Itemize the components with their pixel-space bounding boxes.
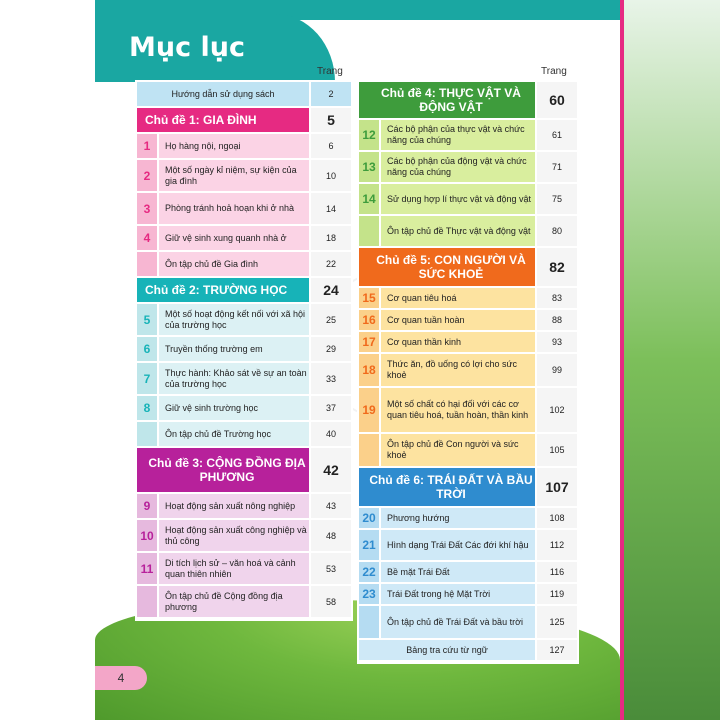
page-reference: 14 <box>311 193 351 224</box>
page-reference: 93 <box>537 332 577 352</box>
review-row[interactable] <box>359 434 577 468</box>
page-reference: 58 <box>311 586 351 617</box>
lesson-number <box>137 252 159 276</box>
topic-heading-row[interactable] <box>137 108 351 134</box>
lesson-number: 7 <box>137 363 159 394</box>
lesson-title: Ôn tập chủ đề Cộng đồng địa phương <box>159 586 311 617</box>
page-reference: 43 <box>311 494 351 518</box>
lesson-number: 14 <box>359 184 381 214</box>
lesson-row[interactable] <box>359 310 577 332</box>
intro-title: Hướng dẫn sử dụng sách <box>137 82 311 106</box>
lesson-title: Trái Đất trong hệ Mặt Trời <box>381 584 537 604</box>
page-reference: 25 <box>311 304 351 335</box>
page-reference: 53 <box>311 553 351 584</box>
page-reference: 125 <box>537 606 577 638</box>
lesson-title: Ôn tập chủ đề Con người và sức khoẻ <box>381 434 537 466</box>
lesson-number: 8 <box>137 396 159 420</box>
lesson-number <box>359 606 381 638</box>
lesson-row[interactable] <box>359 332 577 354</box>
lesson-title: Họ hàng nội, ngoại <box>159 134 311 158</box>
lesson-row[interactable] <box>359 120 577 152</box>
topic-heading: Chủ đề 2: TRƯỜNG HỌC <box>137 278 311 302</box>
lesson-number: 23 <box>359 584 381 604</box>
lesson-title: Giữ vệ sinh trường học <box>159 396 311 420</box>
lesson-row[interactable] <box>137 193 351 226</box>
page-reference: 127 <box>537 640 577 660</box>
lesson-row[interactable] <box>137 494 351 520</box>
page-reference: 40 <box>311 422 351 446</box>
review-row[interactable] <box>359 606 577 640</box>
lesson-number: 18 <box>359 354 381 386</box>
lesson-title: Ôn tập chủ đề Thực vật và động vật <box>381 216 537 246</box>
right-page-column-header: Trang <box>541 66 567 77</box>
page-reference: 75 <box>537 184 577 214</box>
page-reference: 108 <box>537 508 577 528</box>
page-reference: 24 <box>311 278 351 302</box>
page-reference: 42 <box>311 448 351 492</box>
lesson-title: Di tích lịch sử – văn hoá và cảnh quan thiên nhiên <box>159 553 311 584</box>
page-reference: 82 <box>537 248 577 286</box>
lesson-title: Phòng tránh hoả hoạn khi ở nhà <box>159 193 311 224</box>
lesson-number <box>359 216 381 246</box>
book-page <box>95 0 620 720</box>
page-reference: 37 <box>311 396 351 420</box>
lesson-title: Ôn tập chủ đề Trái Đất và bầu trời <box>381 606 537 638</box>
lesson-title: Một số chất có hại đối với các cơ quan tiêu hoá, tuần hoàn, thần kinh <box>381 388 537 432</box>
topic-heading: Chủ đề 1: GIA ĐÌNH <box>137 108 311 132</box>
page-reference: 80 <box>537 216 577 246</box>
topic-heading-row[interactable] <box>359 468 577 508</box>
page-reference: 71 <box>537 152 577 182</box>
lesson-number: 15 <box>359 288 381 308</box>
page-reference: 116 <box>537 562 577 582</box>
review-row[interactable] <box>137 252 351 278</box>
lesson-number: 4 <box>137 226 159 250</box>
page-reference: 6 <box>311 134 351 158</box>
topic-heading-row[interactable] <box>359 248 577 288</box>
lesson-title: Các bộ phận của động vật và chức năng của chúng <box>381 152 537 182</box>
lesson-title: Hoạt động sản xuất công nghiệp và thủ công <box>159 520 311 551</box>
lesson-title: Hình dạng Trái Đất Các đới khí hậu <box>381 530 537 560</box>
lesson-row[interactable] <box>359 354 577 388</box>
lesson-row[interactable] <box>359 562 577 584</box>
page-reference: 112 <box>537 530 577 560</box>
lesson-number <box>137 422 159 446</box>
lesson-number <box>359 434 381 466</box>
topic-heading: Chủ đề 5: CON NGƯỜI VÀ SỨC KHOẺ <box>359 248 537 286</box>
lesson-row[interactable] <box>137 553 351 586</box>
page-reference: 60 <box>537 82 577 118</box>
lesson-row[interactable] <box>137 396 351 422</box>
page-reference: 48 <box>311 520 351 551</box>
left-page-column-header: Trang <box>317 66 343 77</box>
lesson-row[interactable] <box>359 184 577 216</box>
lesson-title: Cơ quan tuần hoàn <box>381 310 537 330</box>
lesson-number: 3 <box>137 193 159 224</box>
lesson-title: Thực hành: Khảo sát về sự an toàn của trường học <box>159 363 311 394</box>
review-row[interactable] <box>137 422 351 448</box>
lesson-title: Sử dụng hợp lí thực vật và động vật <box>381 184 537 214</box>
page-reference: 18 <box>311 226 351 250</box>
topic-heading-row[interactable] <box>359 82 577 120</box>
topic-heading: Chủ đề 4: THỰC VẬT VÀ ĐỘNG VẬT <box>359 82 537 118</box>
lesson-title: Một số ngày kỉ niệm, sự kiện của gia đình <box>159 160 311 191</box>
topic-heading: Chủ đề 6: TRÁI ĐẤT VÀ BẦU TRỜI <box>359 468 537 506</box>
topic-heading: Chủ đề 3: CỘNG ĐỒNG ĐỊA PHƯƠNG <box>137 448 311 492</box>
lesson-number: 9 <box>137 494 159 518</box>
page-reference: 33 <box>311 363 351 394</box>
toc-left-table <box>135 80 353 621</box>
lesson-row[interactable] <box>137 226 351 252</box>
toc-right-table <box>357 80 579 664</box>
lesson-row[interactable] <box>137 160 351 193</box>
page-reference: 61 <box>537 120 577 150</box>
review-row[interactable] <box>137 586 351 619</box>
page-reference: 88 <box>537 310 577 330</box>
lesson-number: 10 <box>137 520 159 551</box>
lesson-title: Bề mặt Trái Đất <box>381 562 537 582</box>
lesson-number: 20 <box>359 508 381 528</box>
page-reference: 83 <box>537 288 577 308</box>
lesson-row[interactable] <box>359 508 577 530</box>
page-reference: 107 <box>537 468 577 506</box>
lesson-number: 13 <box>359 152 381 182</box>
page-reference: 5 <box>311 108 351 132</box>
lesson-number: 17 <box>359 332 381 352</box>
topic-heading-row[interactable] <box>137 278 351 304</box>
lesson-number: 1 <box>137 134 159 158</box>
lesson-row[interactable] <box>359 288 577 310</box>
lesson-row[interactable] <box>359 152 577 184</box>
lesson-row[interactable] <box>359 530 577 562</box>
lesson-title: Cơ quan tiêu hoá <box>381 288 537 308</box>
page-reference: 29 <box>311 337 351 361</box>
page-reference: 119 <box>537 584 577 604</box>
lesson-number: 19 <box>359 388 381 432</box>
page-title: Mục lục <box>129 32 245 63</box>
lesson-number: 5 <box>137 304 159 335</box>
review-row[interactable] <box>359 216 577 248</box>
lesson-title: Hoạt động sản xuất nông nghiệp <box>159 494 311 518</box>
lesson-title: Truyền thống trường em <box>159 337 311 361</box>
background-scenery-strip <box>618 0 720 720</box>
page-reference: 99 <box>537 354 577 386</box>
lesson-title: Ôn tập chủ đề Trường học <box>159 422 311 446</box>
lesson-number: 2 <box>137 160 159 191</box>
lesson-title: Thức ăn, đồ uống có lợi cho sức khoẻ <box>381 354 537 386</box>
page-number: 4 <box>95 666 147 690</box>
lesson-title: Giữ vệ sinh xung quanh nhà ở <box>159 226 311 250</box>
lesson-number: 6 <box>137 337 159 361</box>
lesson-number: 16 <box>359 310 381 330</box>
page-reference: 10 <box>311 160 351 191</box>
page-reference: 2 <box>311 82 351 106</box>
lesson-title: Các bộ phận của thực vật và chức năng của chúng <box>381 120 537 150</box>
lesson-row[interactable] <box>137 134 351 160</box>
topic-heading-row[interactable] <box>137 448 351 494</box>
lesson-row[interactable] <box>137 363 351 396</box>
page-reference: 22 <box>311 252 351 276</box>
lesson-row[interactable] <box>359 388 577 434</box>
lesson-number: 22 <box>359 562 381 582</box>
lesson-title: Cơ quan thần kinh <box>381 332 537 352</box>
lesson-number: 11 <box>137 553 159 584</box>
lesson-row[interactable] <box>137 520 351 553</box>
lesson-title: Phương hướng <box>381 508 537 528</box>
glossary-row[interactable] <box>359 640 577 662</box>
lesson-number: 21 <box>359 530 381 560</box>
page-reference: 102 <box>537 388 577 432</box>
lesson-title: Ôn tập chủ đề Gia đình <box>159 252 311 276</box>
lesson-number: 12 <box>359 120 381 150</box>
lesson-number <box>137 586 159 617</box>
glossary-title: Bảng tra cứu từ ngữ <box>359 640 537 660</box>
lesson-title: Một số hoạt động kết nối với xã hội của trường học <box>159 304 311 335</box>
page-reference: 105 <box>537 434 577 466</box>
lesson-row[interactable] <box>137 337 351 363</box>
toc-intro-row[interactable] <box>137 82 351 108</box>
lesson-row[interactable] <box>137 304 351 337</box>
lesson-row[interactable] <box>359 584 577 606</box>
